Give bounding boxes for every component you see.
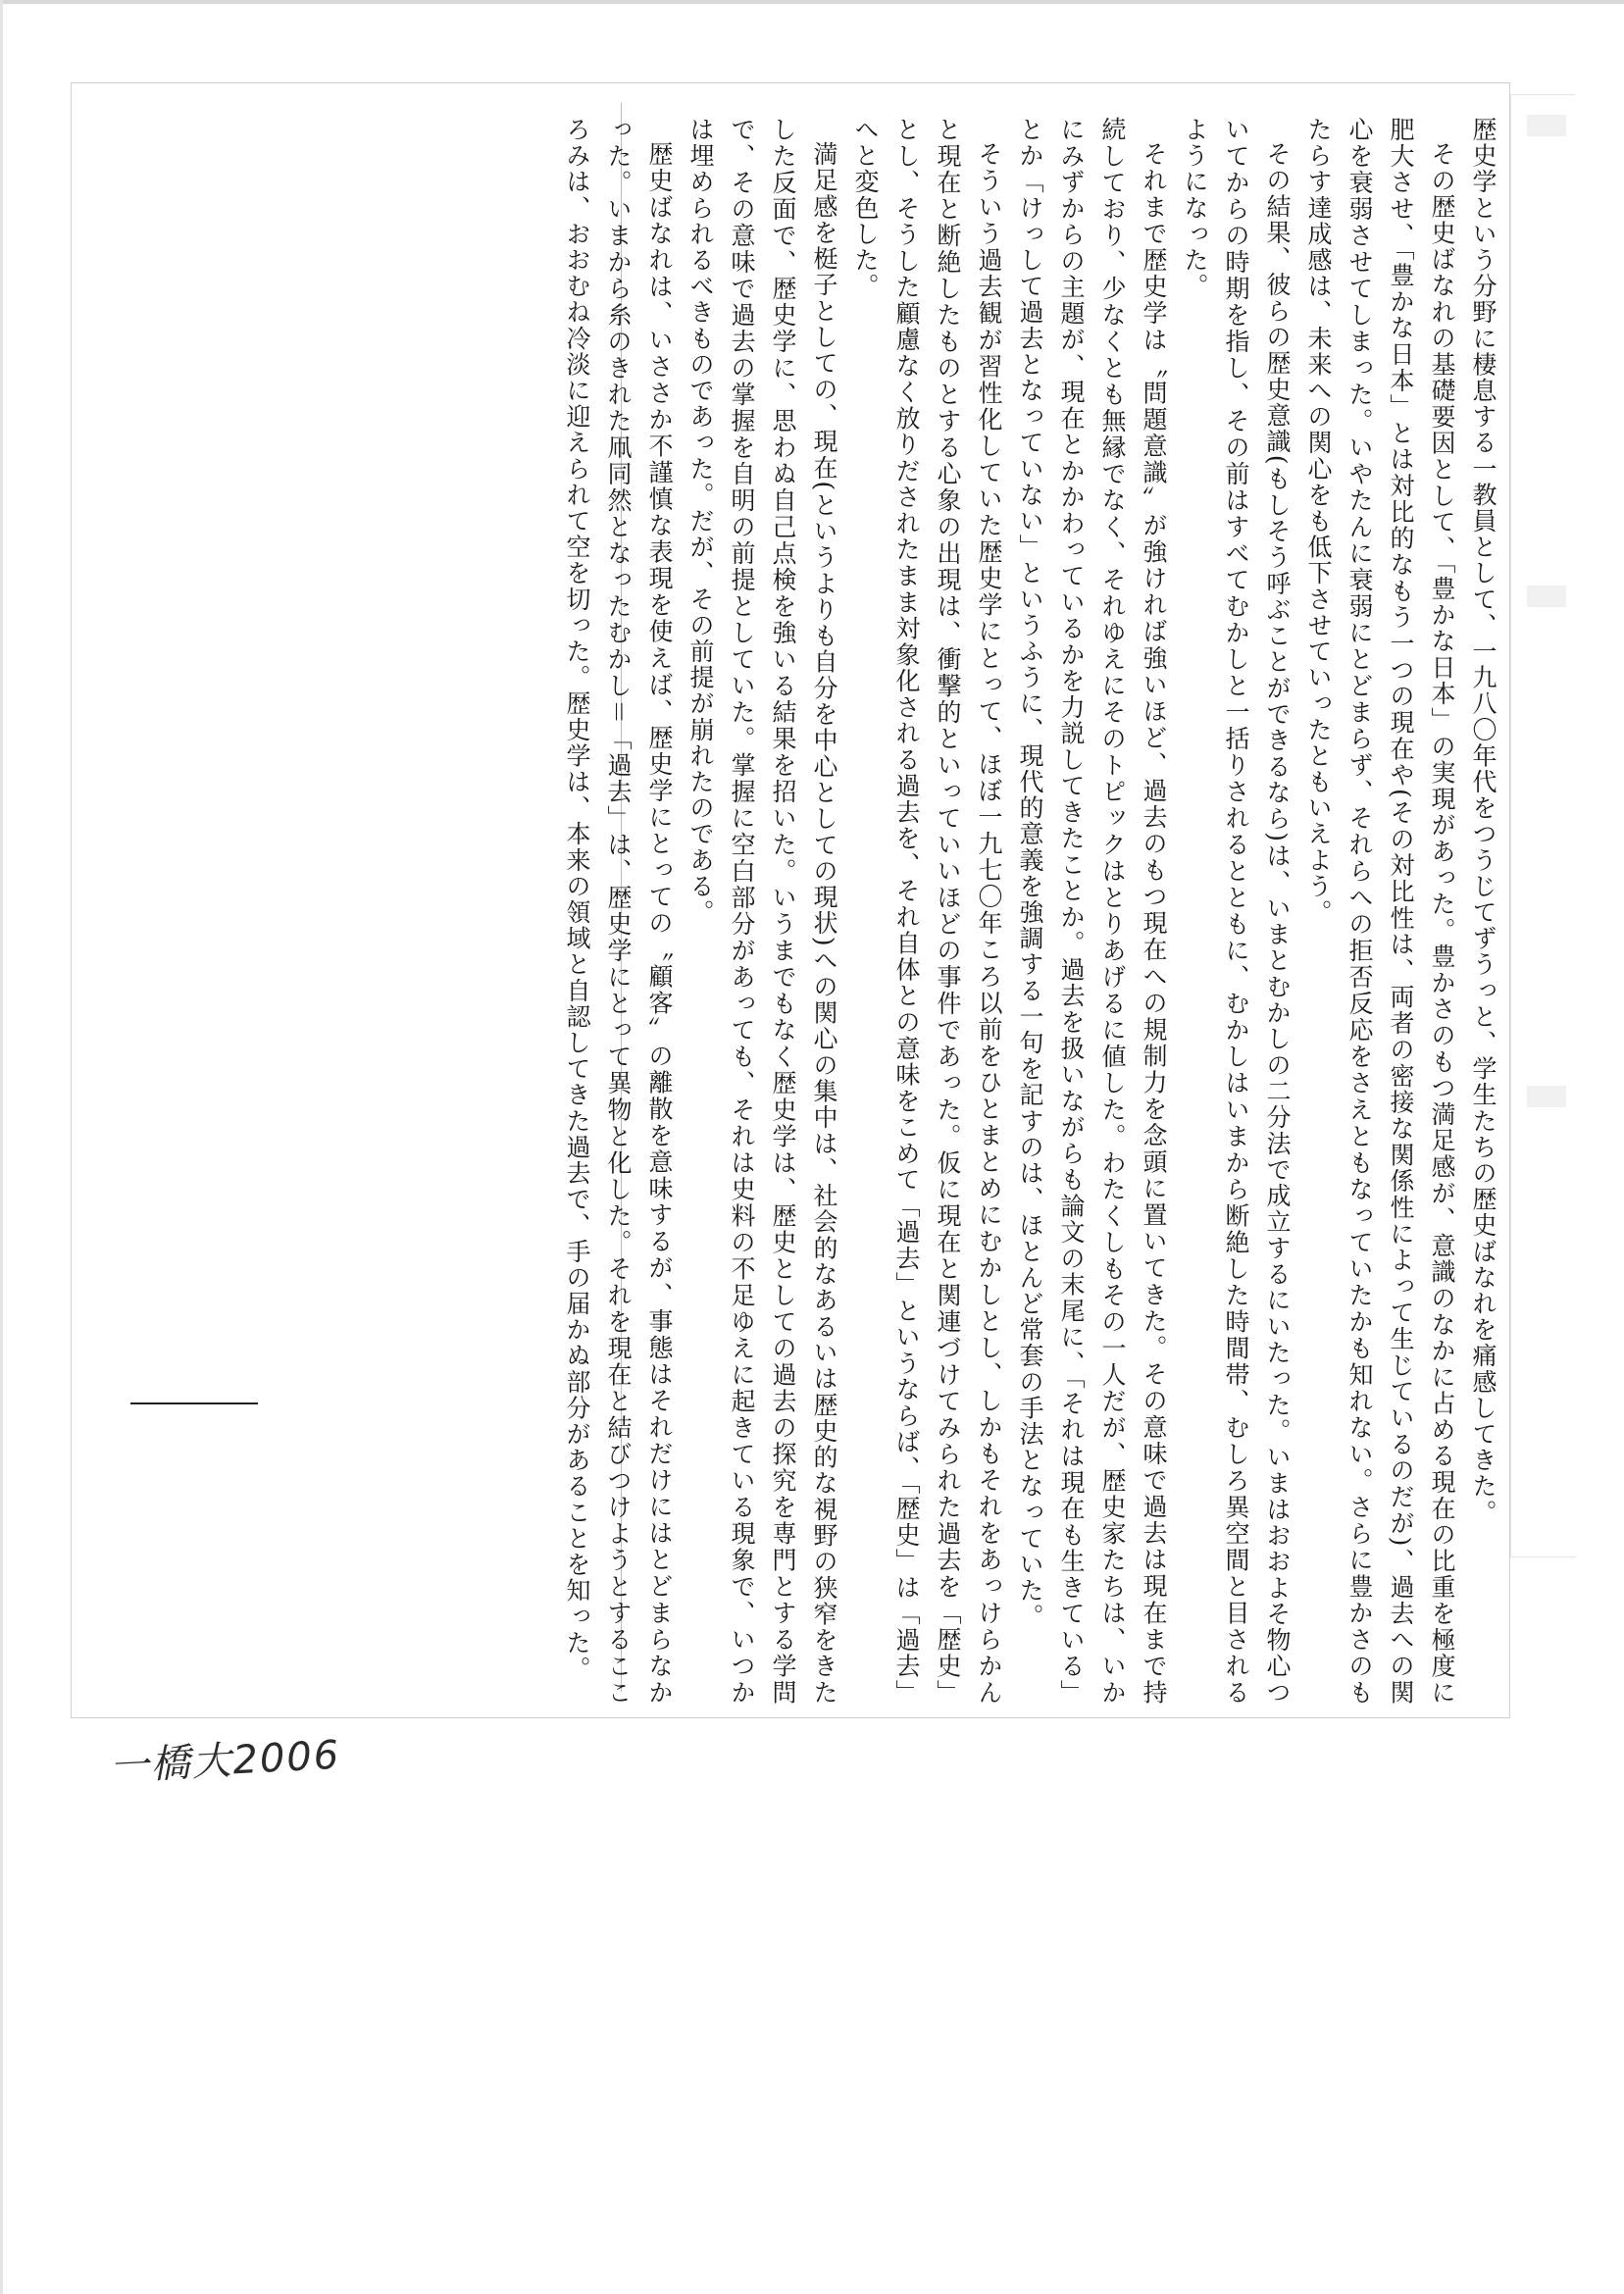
scan-edge-top bbox=[0, 0, 1624, 4]
paragraph-1: 歴史学という分野に棲息する一教員として、一九八〇年代をつうじてずうっと、学生たちの歴史ばなれを痛感してきた。 bbox=[1469, 117, 1497, 1526]
pasted-article-clipping bbox=[71, 82, 1510, 1718]
underlying-sheet-edge bbox=[1510, 94, 1576, 1557]
handwritten-source-note: 一橋大2006 bbox=[108, 1732, 342, 1790]
paragraph-4: それまで歴史学は〝問題意識〟が強ければ強いほど、過去のもつ現在への規制力を念頭に置いてきた。その意味で過去は現在まで持続しており、少なくとも無縁でなく、それゆえにそのトピックはとりあげるに値した。わたくしもその一人だが、歴史家たちは、いかにみずからの主題が、現在とかかわっているかを力説してきたことか。過去を扱いながらも論文の末尾に、「それは現在も生きている」とか「けっして過去となっていない」というふうに、現代的意義を強調する一句を記すのは、ほとんど常套の手法となっていた。 bbox=[1016, 117, 1168, 1706]
paragraph-3: その結果、彼らの歴史意識(もしそう呼ぶことができるなら)は、いまとむかしの二分法で成立するにいたった。いまはおおよそ物心ついてからの時期を指し、その前はすべてむかしと一括りされるとともに、むかしはいまから断絶した時間帯、むしろ異空間と目されるようになった。 bbox=[1181, 117, 1292, 1706]
paragraph-2: その歴史ばなれの基礎要因として、「豊かな日本」の実現があった。豊かさのもつ満足感が、意識のなかに占める現在の比重を極度に肥大させ、「豊かな日本」とは対比的なもう一つの現在や(その対比性は、両者の密接な関係性によって生じているのだが)、過去への関心を衰弱させてしまった。いやたんに衰弱にとどまらず、それらへの拒否反応をさえともなっていたかも知れない。さらに豊かさのもたらす達成感は、未来への関心をも低下させていったともいえよう。 bbox=[1304, 117, 1456, 1706]
ghost-print-mark bbox=[1527, 586, 1566, 607]
ghost-print-mark bbox=[1527, 115, 1566, 136]
paragraph-6: 満足感を梃子としての、現在(というよりも自分を中心としての現状)への関心の集中は、社会的なあるいは歴史的な視野の狭窄をきたした反面で、歴史学に、思わぬ自己点検を強いる結果を招いた。いうまでもなく歴史学は、歴史としての過去の探究を専門とする学問で、その意味で過去の掌握を自明の前提としていた。掌握に空白部分があっても、それは史料の不足ゆえに起きている現象で、いつかは埋められるべきものであった。だが、その前提が崩れたのである。 bbox=[686, 117, 838, 1706]
article-body bbox=[111, 117, 1503, 1706]
ghost-print-mark bbox=[1527, 1086, 1566, 1107]
paragraph-7: 歴史ばなれは、いささか不謹慎な表現を使えば、歴史学にとっての〝顧客〟の離散を意味するが、事態はそれだけにはとどまらなかった。いまから糸のきれた凧同然となったむかし＝「過去」は、歴史学にとって異物と化した。それを現在と結びつけようとするこころみは、おおむね冷淡に迎えられて空を切った。歴史学は、本来の領域と自認してきた過去で、手の届かぬ部分があることを知った。 bbox=[563, 117, 674, 1706]
paragraph-5: そういう過去観が習性化していた歴史学にとって、ほぼ一九七〇年ころ以前をひとまとめにむかしとし、しかもそれをあっけらかんと現在と断絶したものとする心象の出現は、衝撃的といっていいほどの事件であった。仮に現在と関連づけてみられた過去を「歴史」とし、そうした顧慮なく放りだされたまま対象化される過去を、それ自体との意味をこめて「過去」というならば、「歴史」は「過去」へと変色した。 bbox=[851, 117, 1003, 1706]
scan-edge-left bbox=[0, 0, 3, 2294]
handwritten-strike-line bbox=[130, 1402, 258, 1404]
